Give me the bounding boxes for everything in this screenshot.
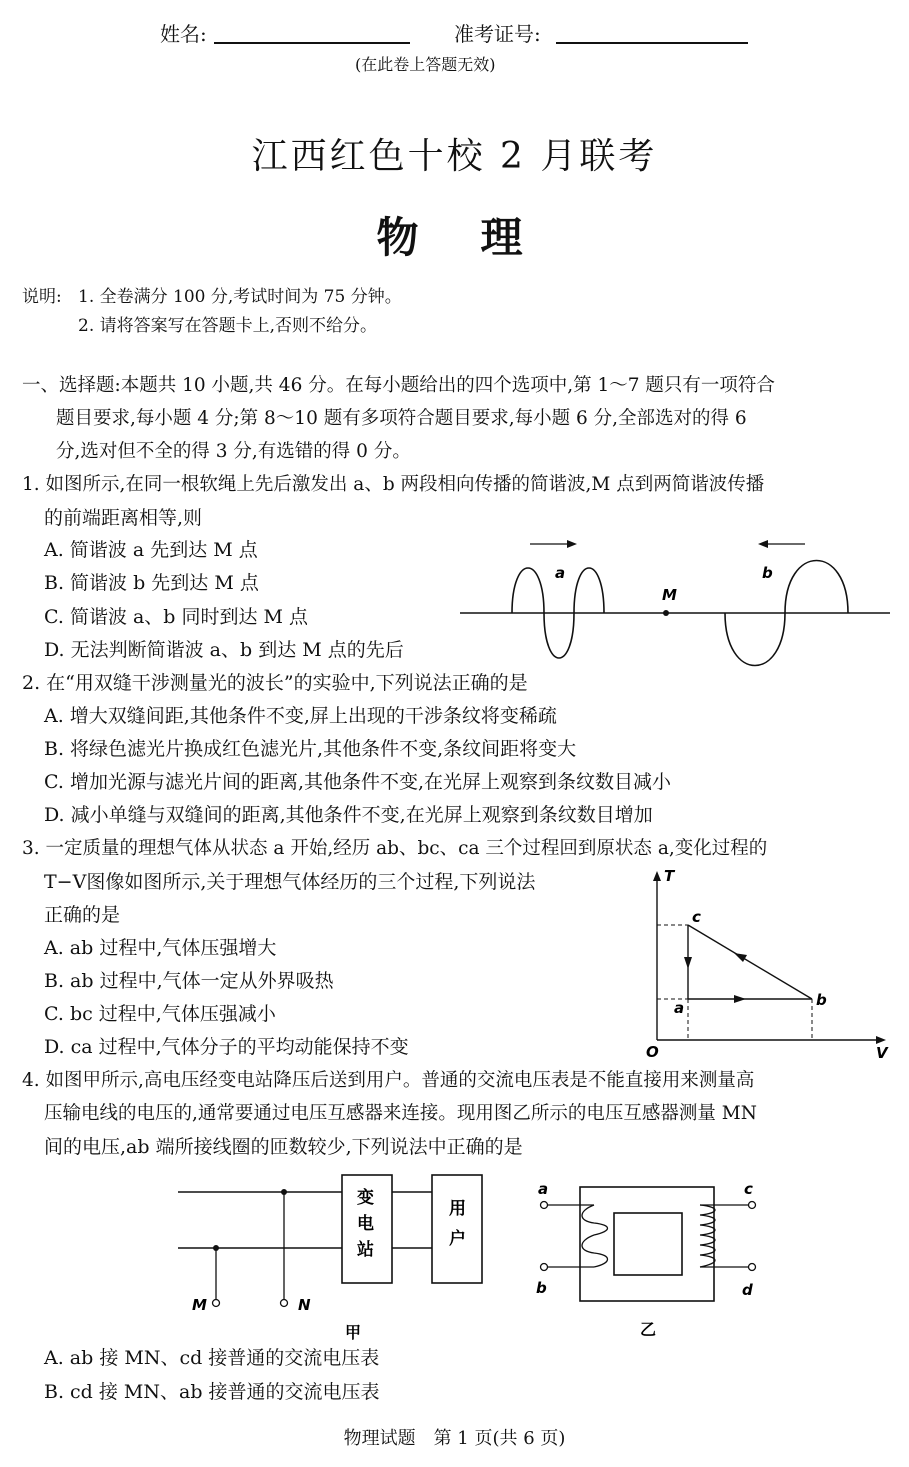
q4-stem-line-1: 4. 如图甲所示,高电压经变电站降压后送到用户。普通的交流电压表是不能直接用来测量高 bbox=[22, 1070, 755, 1091]
q2-stem: 2. 在“用双缝干涉测量光的波长”的实验中,下列说法正确的是 bbox=[22, 672, 528, 694]
q4-yi-label-a: a bbox=[538, 1180, 549, 1198]
notes-line-1: 1. 全卷满分 100 分,考试时间为 75 分钟。 bbox=[78, 287, 402, 307]
q3-stem-line-3: 正确的是 bbox=[44, 904, 121, 926]
q1-stem-line-2: 的前端距离相等,则 bbox=[44, 507, 203, 529]
q3-axis-t: T bbox=[664, 867, 675, 885]
q2-option-b: B. 将绿色滤光片换成红色滤光片,其他条件不变,条纹间距将变大 bbox=[44, 738, 577, 760]
page-footer: 物理试题 第 1 页(共 6 页) bbox=[343, 1428, 566, 1449]
q4-label-n: N bbox=[298, 1296, 311, 1314]
section1-line-3: 分,选对但不全的得 3 分,有选错的得 0 分。 bbox=[56, 441, 411, 462]
q3-option-c: C. bc 过程中,气体压强减小 bbox=[44, 1003, 276, 1025]
q2-option-c: C. 增加光源与滤光片间的距离,其他条件不变,在光屏上观察到条纹数目减小 bbox=[44, 771, 672, 793]
subject-title: 物 理 bbox=[376, 213, 533, 262]
q4-caption-jia: 甲 bbox=[345, 1323, 362, 1342]
q4-option-a: A. ab 接 MN、cd 接普通的交流电压表 bbox=[44, 1347, 380, 1369]
q3-stem-line-1: 3. 一定质量的理想气体从状态 a 开始,经历 ab、bc、ca 三个过程回到原状态 a,变化过程的 bbox=[22, 838, 768, 859]
q4-caption-yi: 乙 bbox=[640, 1320, 657, 1339]
q4-yi-label-b: b bbox=[536, 1279, 547, 1297]
q1-stem-line-1: 1. 如图所示,在同一根软绳上先后激发出 a、b 两段相向传播的简谐波,M 点到两简谐波传播 bbox=[22, 474, 765, 495]
q1-option-c: C. 简谐波 a、b 同时到达 M 点 bbox=[44, 606, 309, 628]
q2-option-a: A. 增大双缝间距,其他条件不变,屏上出现的干涉条纹将变稀疏 bbox=[44, 705, 557, 727]
exam-title: 江西红色十校 2 月联考 bbox=[251, 136, 658, 177]
q4-stem-line-2: 压输电线的电压的,通常要通过电压互感器来连接。现用图乙所示的电压互感器测量 MN bbox=[44, 1103, 757, 1124]
q3-tv-graph bbox=[640, 865, 895, 1063]
q2-option-d: D. 减小单缝与双缝间的距离,其他条件不变,在光屏上观察到条纹数目增加 bbox=[44, 804, 653, 826]
q3-origin: O bbox=[646, 1043, 659, 1061]
q4-user-char-2: 户 bbox=[449, 1229, 466, 1249]
exam-id-label: 准考证号: bbox=[454, 22, 541, 46]
section1-line-1: 一、选择题:本题共 10 小题,共 46 分。在每小题给出的四个选项中,第 1～7 题只有一项符合 bbox=[22, 375, 775, 396]
invalid-note: (在此卷上答题无效) bbox=[355, 55, 496, 74]
name-label: 姓名: bbox=[160, 22, 207, 46]
name-blank-line bbox=[214, 42, 410, 44]
q1-wave-figure bbox=[455, 530, 895, 670]
q4-yi-label-d: d bbox=[742, 1281, 753, 1299]
q4-stem-line-3: 间的电压,ab 端所接线圈的匝数较少,下列说法中正确的是 bbox=[44, 1136, 523, 1158]
q3-point-c: c bbox=[692, 908, 701, 926]
q4-label-m: M bbox=[192, 1296, 207, 1314]
q3-stem-line-2: T−V图像如图所示,关于理想气体经历的三个过程,下列说法 bbox=[44, 871, 536, 893]
q4-figure-yi bbox=[530, 1175, 770, 1340]
q4-station-char-2: 电 bbox=[357, 1214, 374, 1234]
q4-figure-jia bbox=[170, 1165, 500, 1350]
q4-station-char-3: 站 bbox=[357, 1240, 374, 1260]
q4-option-b: B. cd 接 MN、ab 接普通的交流电压表 bbox=[44, 1381, 380, 1403]
q3-point-b: b bbox=[816, 991, 827, 1009]
notes-line-2: 2. 请将答案写在答题卡上,否则不给分。 bbox=[78, 316, 378, 336]
q1-option-b: B. 简谐波 b 先到达 M 点 bbox=[44, 572, 259, 594]
q1-option-d: D. 无法判断简谐波 a、b 到达 M 点的先后 bbox=[44, 639, 404, 661]
section1-line-2: 题目要求,每小题 4 分;第 8～10 题有多项符合题目要求,每小题 6 分,全部选对的得 6 bbox=[56, 408, 747, 429]
q4-yi-label-c: c bbox=[744, 1180, 753, 1198]
q3-option-b: B. ab 过程中,气体一定从外界吸热 bbox=[44, 970, 334, 992]
q3-option-a: A. ab 过程中,气体压强增大 bbox=[44, 937, 277, 959]
q1-label-b: b bbox=[762, 564, 773, 582]
q1-option-a: A. 简谐波 a 先到达 M 点 bbox=[44, 539, 258, 561]
exam-id-blank-line bbox=[556, 42, 748, 44]
q3-axis-v: V bbox=[876, 1044, 888, 1062]
q1-label-m: M bbox=[662, 586, 677, 604]
q3-option-d: D. ca 过程中,气体分子的平均动能保持不变 bbox=[44, 1036, 409, 1058]
q4-station-char-1: 变 bbox=[357, 1188, 374, 1208]
notes-label: 说明: bbox=[22, 287, 62, 307]
q4-user-char-1: 用 bbox=[449, 1199, 466, 1219]
q1-label-a: a bbox=[555, 564, 566, 582]
q3-point-a: a bbox=[674, 999, 685, 1017]
